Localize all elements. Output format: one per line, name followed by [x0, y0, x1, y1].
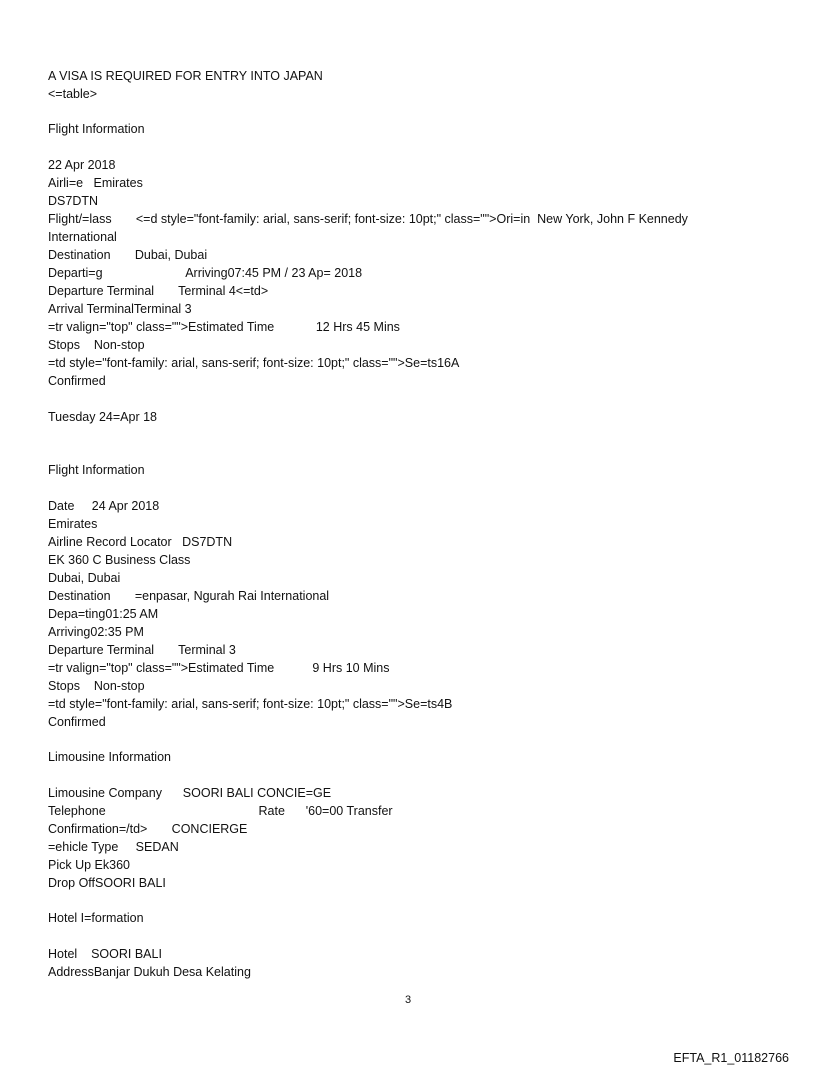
limo-confirmation: Confirmation=/td> CONCIERGE	[48, 822, 248, 836]
flight2-date: Date 24 Apr 2018	[48, 499, 160, 513]
hotel-name: Hotel SOORI BALI	[48, 947, 162, 961]
flight1-status: Confirmed	[48, 374, 106, 388]
flight1-class-origin: Flight/=lass <=d style="font-family: arial, sans-serif; font-size: 10pt;" class="">Ori=in New York, John F Kennedy	[48, 212, 688, 226]
flight2-seats: =td style="font-family: arial, sans-serif; font-size: 10pt;" class="">Se=ts4B	[48, 697, 453, 711]
flight2-status: Confirmed	[48, 715, 106, 729]
flight2-arriving: Arriving02:35 PM	[48, 625, 144, 639]
flight2-flight-class: EK 360 C Business Class	[48, 553, 191, 567]
flight1-date: 22 Apr 2018	[48, 158, 116, 172]
flight2-destination: Destination =enpasar, Ngurah Rai International	[48, 589, 330, 603]
flight1-estimated-time: =tr valign="top" class="">Estimated Time 12 Hrs 45 Mins	[48, 320, 400, 334]
section-heading-hotel: Hotel I=formation	[48, 911, 144, 925]
flight2-estimated-time: =tr valign="top" class="">Estimated Time 9 Hrs 10 Mins	[48, 661, 390, 675]
flight2-origin: Dubai, Dubai	[48, 571, 121, 585]
limo-company: Limousine Company SOORI BALI CONCIE=GE	[48, 786, 332, 800]
flight2-departing: Depa=ting01:25 AM	[48, 607, 159, 621]
section-heading-flight-2: Flight Information	[48, 463, 145, 477]
flight1-stops: Stops Non-stop	[48, 338, 145, 352]
bates-number: EFTA_R1_01182766	[673, 1051, 789, 1065]
flight1-departing-arriving: Departi=g Arriving07:45 PM / 23 Ap= 2018	[48, 266, 363, 280]
flight1-locator: DS7DTN	[48, 194, 99, 208]
limo-drop-off: Drop OffSOORI BALI	[48, 876, 166, 890]
flight1-destination: Destination Dubai, Dubai	[48, 248, 208, 262]
page-number: 3	[404, 994, 412, 1006]
flight1-airline: Airli=e Emirates	[48, 176, 143, 190]
limo-telephone-rate: Telephone Rate '60=00 Transfer	[48, 804, 393, 818]
section-heading-limousine: Limousine Information	[48, 750, 171, 764]
flight2-locator: Airline Record Locator DS7DTN	[48, 535, 233, 549]
flight1-arrival-terminal: Arrival TerminalTerminal 3	[48, 302, 192, 316]
section-heading-flight-1: Flight Information	[48, 122, 145, 136]
hotel-address: AddressBanjar Dukuh Desa Kelating	[48, 965, 251, 979]
limo-vehicle-type: =ehicle Type SEDAN	[48, 840, 179, 854]
flight2-departure-terminal: Departure Terminal Terminal 3	[48, 643, 236, 657]
day-heading: Tuesday 24=Apr 18	[48, 410, 157, 424]
flight2-stops: Stops Non-stop	[48, 679, 145, 693]
limo-pick-up: Pick Up Ek360	[48, 858, 130, 872]
flight2-airline: Emirates	[48, 517, 98, 531]
flight1-seats: =td style="font-family: arial, sans-serif; font-size: 10pt;" class="">Se=ts16A	[48, 356, 460, 370]
flight1-departure-terminal: Departure Terminal Terminal 4<=td>	[48, 284, 269, 298]
visa-notice: A VISA IS REQUIRED FOR ENTRY INTO JAPAN	[48, 69, 323, 83]
table-tag-text: <=table>	[48, 87, 98, 101]
flight1-origin-cont: International	[48, 230, 117, 244]
